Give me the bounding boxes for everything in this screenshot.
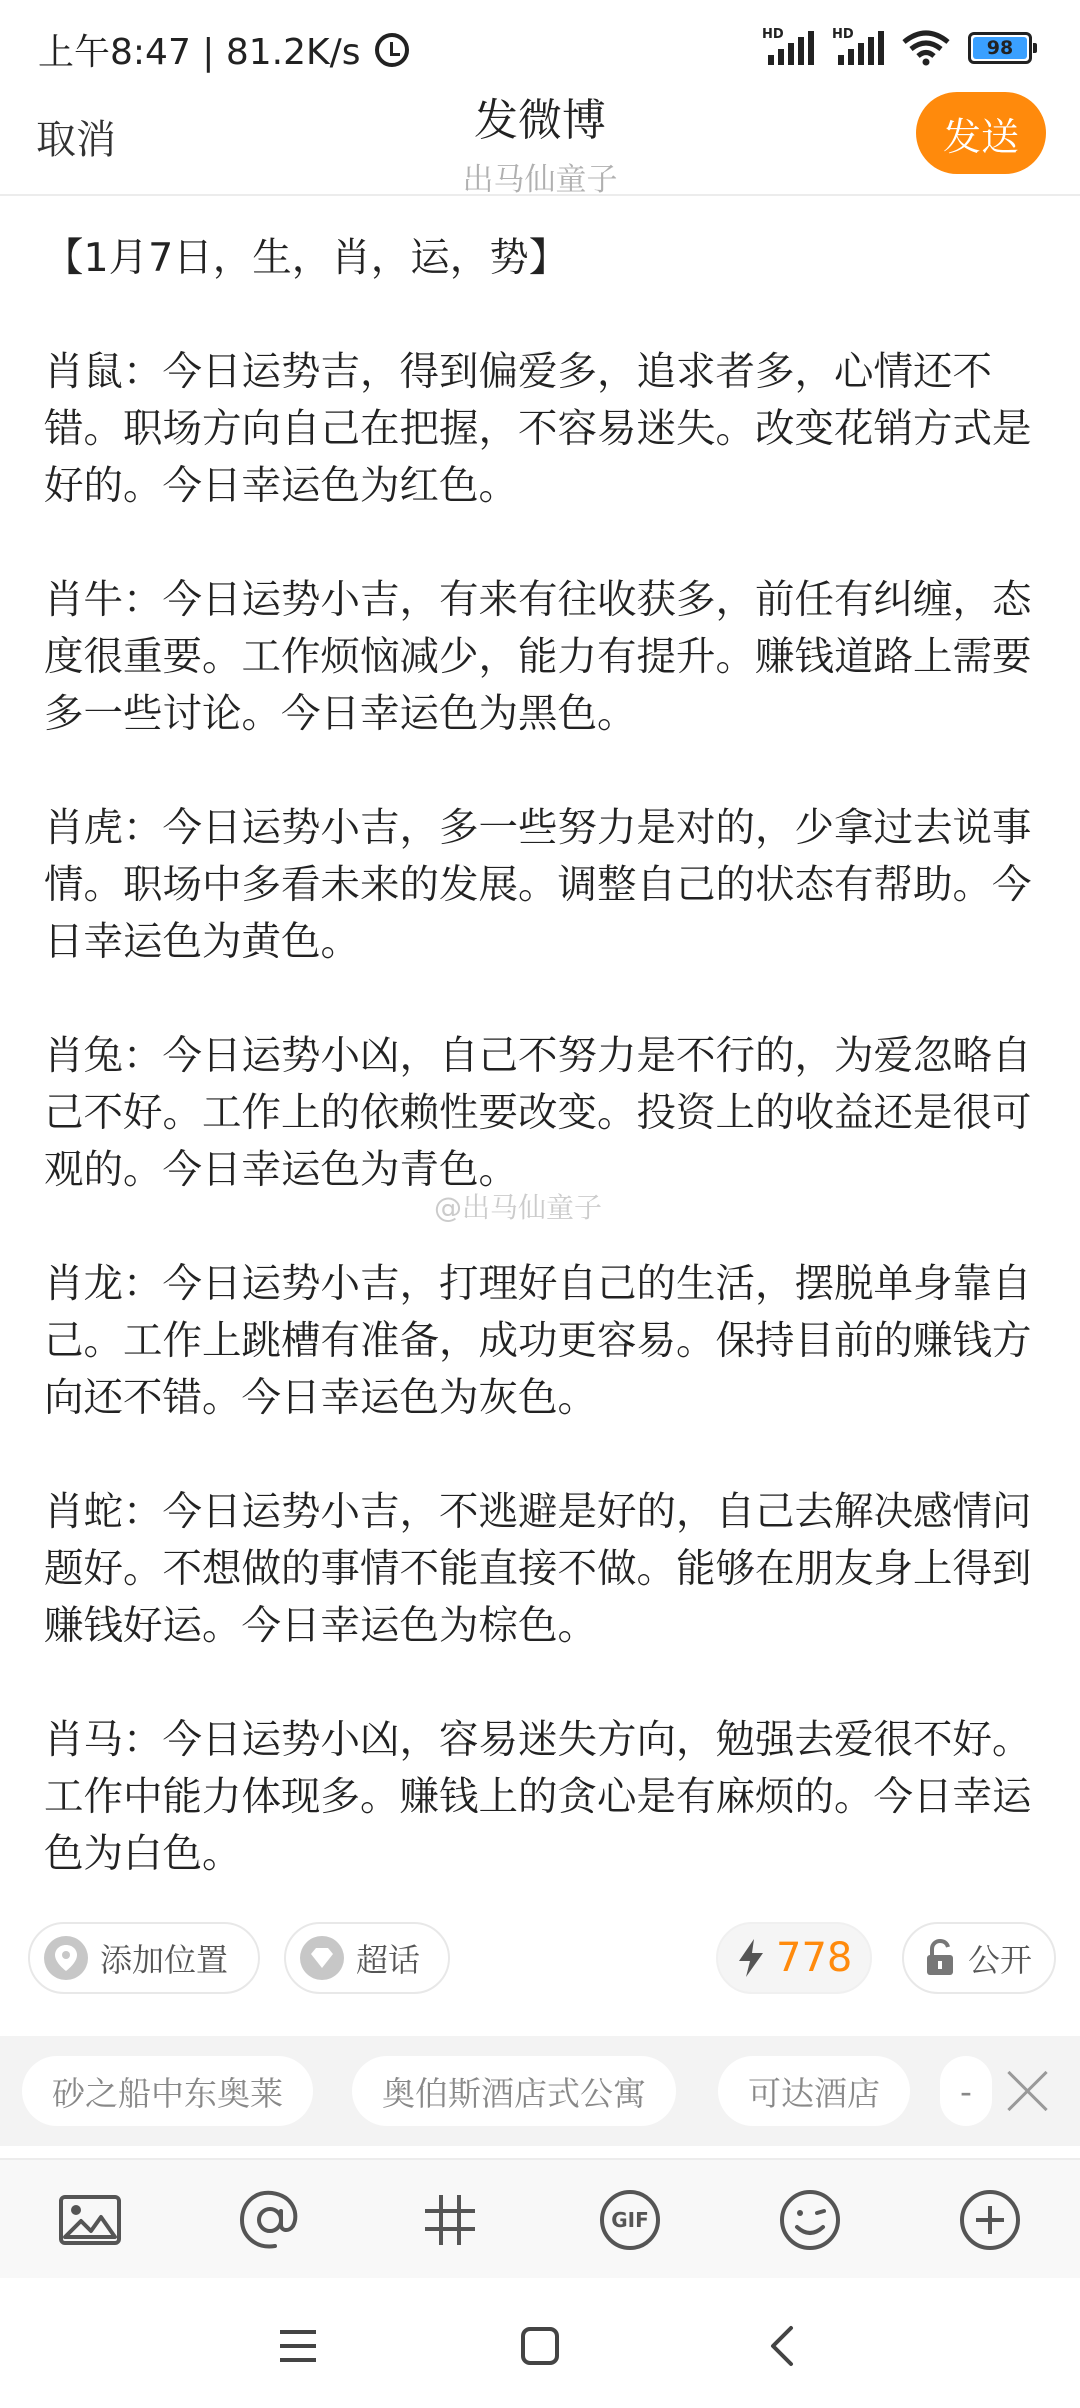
send-button[interactable]: 发送 (916, 92, 1046, 174)
post-paragraph: 肖兔：今日运势小凶，自己不努力是不行的，为爱忽略自己不好。工作上的依赖性要改变。投资上的收益还是很可观的。今日幸运色为青色。 (44, 1033, 1032, 1193)
status-right (762, 27, 1032, 66)
post-paragraph: 肖虎：今日运势小吉，多一些努力是对的，少拿过去说事情。职场中多看未来的发展。调整自己的状态有帮助。今日幸运色为黄色。 (44, 805, 1032, 965)
page-title: 发微博 (474, 95, 606, 146)
status-time: 上午8:47 | 81.2K/s (38, 32, 361, 73)
location-pin-icon (44, 1936, 88, 1980)
system-nav-bar (0, 2280, 1080, 2408)
signal-icon-2 (832, 27, 884, 65)
image-icon[interactable] (56, 2186, 124, 2254)
post-paragraph: 肖马：今日运势小凶，容易迷失方向，勉强去爱很不好。工作中能力体现多。赚钱上的贪心是有麻烦的。今日幸运色为白色。 (44, 1717, 1032, 1877)
location-chip[interactable]: - (940, 2056, 992, 2126)
cancel-button[interactable]: 取消 (36, 117, 116, 163)
add-location-button[interactable] (28, 1922, 260, 1994)
location-chip[interactable]: 砂之船中东奥莱 (22, 2056, 313, 2126)
plus-icon[interactable] (956, 2186, 1024, 2254)
gif-icon[interactable] (596, 2186, 664, 2254)
post-paragraph: 【1月7日，生，肖，运，势】 (44, 235, 569, 281)
count-badge[interactable] (716, 1922, 872, 1994)
status-left (38, 24, 409, 75)
diamond-icon (300, 1936, 344, 1980)
location-chip[interactable]: 可达酒店 (718, 2056, 910, 2126)
post-paragraph: 肖龙：今日运势小吉，打理好自己的生活，摆脱单身靠自己。工作上跳槽有准备，成功更容易。保持目前的赚钱方向还不错。今日幸运色为灰色。 (44, 1261, 1032, 1421)
compose-toolbar (0, 2158, 1080, 2278)
alarm-icon (375, 33, 409, 67)
close-suggestions-icon[interactable] (1004, 2066, 1052, 2114)
hashtag-icon[interactable] (416, 2186, 484, 2254)
battery-level: 98 (973, 37, 1027, 59)
hd-label: HD (762, 27, 784, 42)
location-suggestions (0, 2036, 1080, 2146)
menu-icon[interactable] (268, 2316, 328, 2376)
super-topic-label: 超话 (356, 1941, 421, 1979)
at-icon[interactable] (236, 2186, 304, 2254)
post-paragraph: 肖鼠：今日运势吉，得到偏爱多，追求者多，心情还不错。职场方向自己在把握，不容易迷失。改变花销方式是好的。今日幸运色为红色。 (44, 349, 1032, 509)
wifi-icon (902, 30, 950, 66)
visibility-label: 公开 (968, 1941, 1033, 1979)
back-icon[interactable] (752, 2316, 812, 2376)
hd-label-2: HD (832, 27, 854, 42)
emoji-icon[interactable] (776, 2186, 844, 2254)
battery-icon (968, 32, 1032, 64)
visibility-button[interactable] (902, 1922, 1056, 1994)
home-icon[interactable] (510, 2316, 570, 2376)
signal-icon (762, 27, 814, 65)
lightning-icon (736, 1938, 766, 1978)
post-paragraph: 肖蛇：今日运势小吉，不逃避是好的，自己去解决感情问题好。不想做的事情不能直接不做。能够在朋友身上得到赚钱好运。今日幸运色为棕色。 (44, 1489, 1032, 1649)
add-location-label: 添加位置 (100, 1941, 229, 1979)
post-text-area[interactable] (44, 230, 1044, 1886)
count-value: 778 (776, 1935, 853, 1981)
lock-open-icon (924, 1939, 956, 1977)
watermark: @出马仙童子 (434, 1191, 603, 1224)
location-chip[interactable]: 奥伯斯酒店式公寓 (352, 2056, 676, 2126)
compose-header (0, 80, 1080, 196)
account-name: 出马仙童子 (462, 162, 618, 198)
super-topic-button[interactable] (284, 1922, 450, 1994)
svg-text:GIF: GIF (611, 2208, 649, 2232)
post-paragraph: 肖牛：今日运势小吉，有来有往收获多，前任有纠缠，态度很重要。工作烦恼减少，能力有提升。赚钱道路上需要多一些讨论。今日幸运色为黑色。 (44, 577, 1032, 737)
